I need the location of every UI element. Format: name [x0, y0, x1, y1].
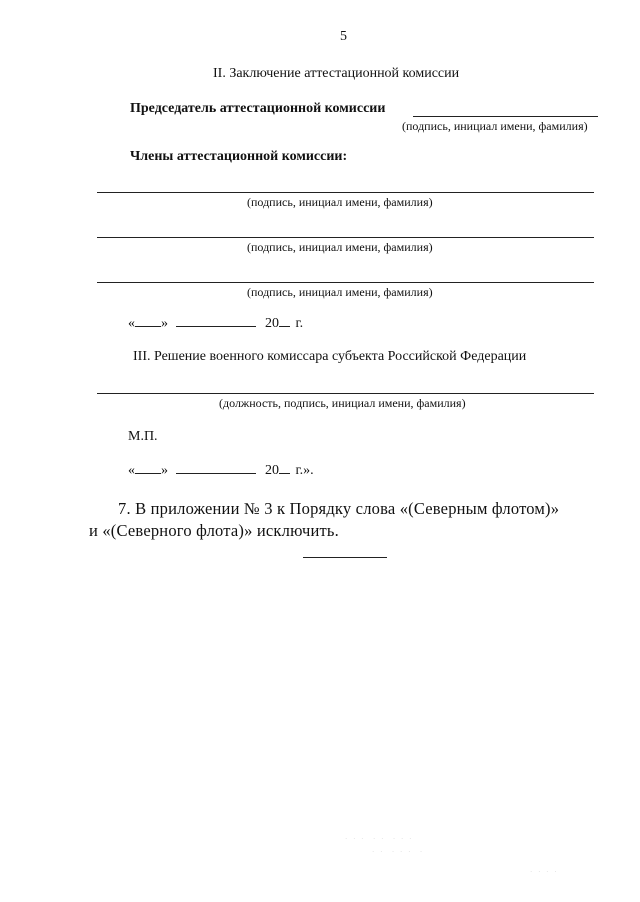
scan-noise-mark: · · · · · ·: [372, 848, 425, 856]
date-year-prefix: 20: [265, 316, 279, 331]
date-open-quote: «: [128, 463, 135, 478]
stamp-label: М.П.: [128, 429, 158, 444]
members-label: Члены аттестационной комиссии:: [130, 149, 348, 164]
member-signature-caption-3: (подпись, инициал имени, фамилия): [247, 285, 433, 299]
section-2-date: [128, 314, 303, 332]
date-year-prefix: 20: [265, 463, 279, 478]
end-divider: [303, 557, 387, 558]
page-number: 5: [340, 29, 347, 44]
member-signature-line-1: [97, 192, 594, 193]
date-close-quote: »: [161, 316, 168, 331]
amendment-line-1: 7. В приложении № 3 к Порядку слова «(Северным флотом)»: [118, 499, 560, 518]
scan-noise-mark: · · · · · · · ·: [345, 835, 414, 843]
chairman-signature-caption: (подпись, инициал имени, фамилия): [402, 119, 588, 133]
scan-noise-mark: · · · ·: [530, 868, 559, 876]
section-2-heading: II. Заключение аттестационной комиссии: [213, 66, 460, 81]
chairman-label: Председатель аттестационной комиссии: [130, 101, 386, 116]
date-year-blank: [279, 461, 290, 474]
member-signature-line-2: [97, 237, 594, 238]
commissar-signature-line: [97, 393, 594, 394]
member-signature-line-3: [97, 282, 594, 283]
amendment-line-2: и «(Северного флота)» исключить.: [89, 521, 339, 540]
date-month-blank: [176, 461, 256, 474]
section-3-heading: III. Решение военного комиссара субъекта Российской Федерации: [133, 349, 527, 364]
date-close-quote: »: [161, 463, 168, 478]
section-3-date: [128, 461, 314, 479]
commissar-signature-caption: (должность, подпись, инициал имени, фамилия): [219, 396, 466, 410]
date-year-suffix: г.».: [295, 463, 314, 478]
date-month-blank: [176, 314, 256, 327]
date-open-quote: «: [128, 316, 135, 331]
date-year-blank: [279, 314, 290, 327]
member-signature-caption-2: (подпись, инициал имени, фамилия): [247, 240, 433, 254]
date-year-suffix: г.: [295, 316, 304, 331]
member-signature-caption-1: (подпись, инициал имени, фамилия): [247, 195, 433, 209]
chairman-signature-line: [413, 116, 598, 117]
date-day-blank: [135, 461, 161, 474]
date-day-blank: [135, 314, 161, 327]
